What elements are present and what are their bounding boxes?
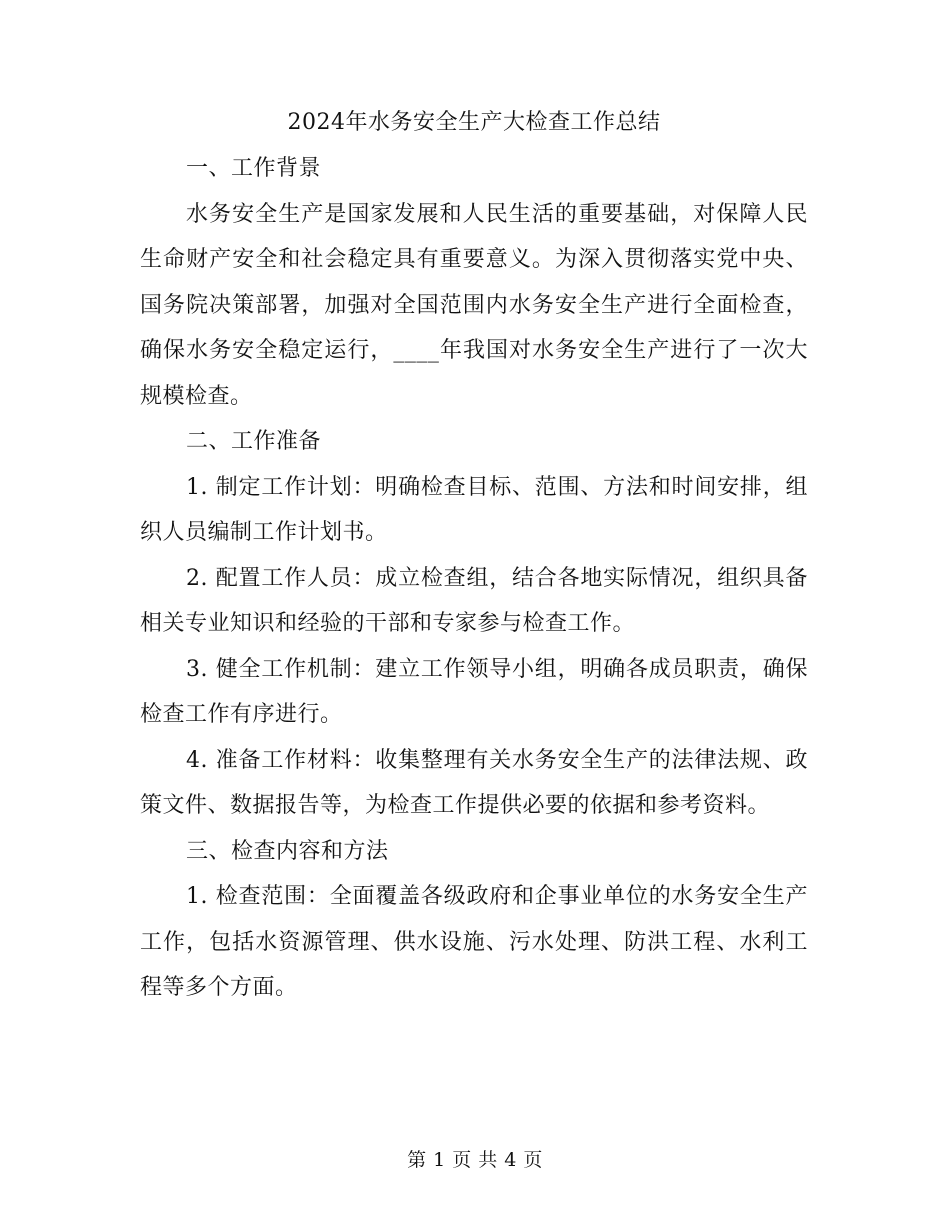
list-item-scope: 1. 检查范围：全面覆盖各级政府和企事业单位的水务安全生产工作，包括水资源管理、供水设施、污水处理、防洪工程、水利工程等多个方面。 bbox=[140, 884, 808, 1000]
section-heading-content-methods: 三、检查内容和方法 bbox=[186, 838, 389, 864]
section-heading-background: 一、工作背景 bbox=[186, 156, 322, 181]
paragraph-background: 水务安全生产是国家发展和人民生活的重要基础，对保障人民生命财产安全和社会稳定具有重要意义。为深入贯彻落实党中央、国务院决策部署，加强对全国范围内水务安全生产进行全面检查，确保水务安全稳定运行，____年我国对水务安全生产进行了一次大规模检查。 bbox=[140, 201, 808, 409]
document-title: 2024年水务安全生产大检查工作总结 bbox=[287, 110, 661, 135]
page-number-footer: 第 1 页 共 4 页 bbox=[407, 1149, 543, 1171]
section-heading-preparation: 二、工作准备 bbox=[186, 429, 322, 454]
list-item-work-plan: 1. 制定工作计划：明确检查目标、范围、方法和时间安排，组织人员编制工作计划书。 bbox=[140, 474, 808, 545]
list-item-mechanism: 3. 健全工作机制：建立工作领导小组，明确各成员职责，确保检查工作有序进行。 bbox=[140, 656, 808, 727]
list-item-staffing: 2. 配置工作人员：成立检查组，结合各地实际情况，组织具备相关专业知识和经验的干部和专家参与检查工作。 bbox=[140, 565, 808, 636]
list-item-materials: 4. 准备工作材料：收集整理有关水务安全生产的法律法规、政策文件、数据报告等，为检查工作提供必要的依据和参考资料。 bbox=[140, 747, 808, 818]
document-body bbox=[140, 100, 808, 1011]
